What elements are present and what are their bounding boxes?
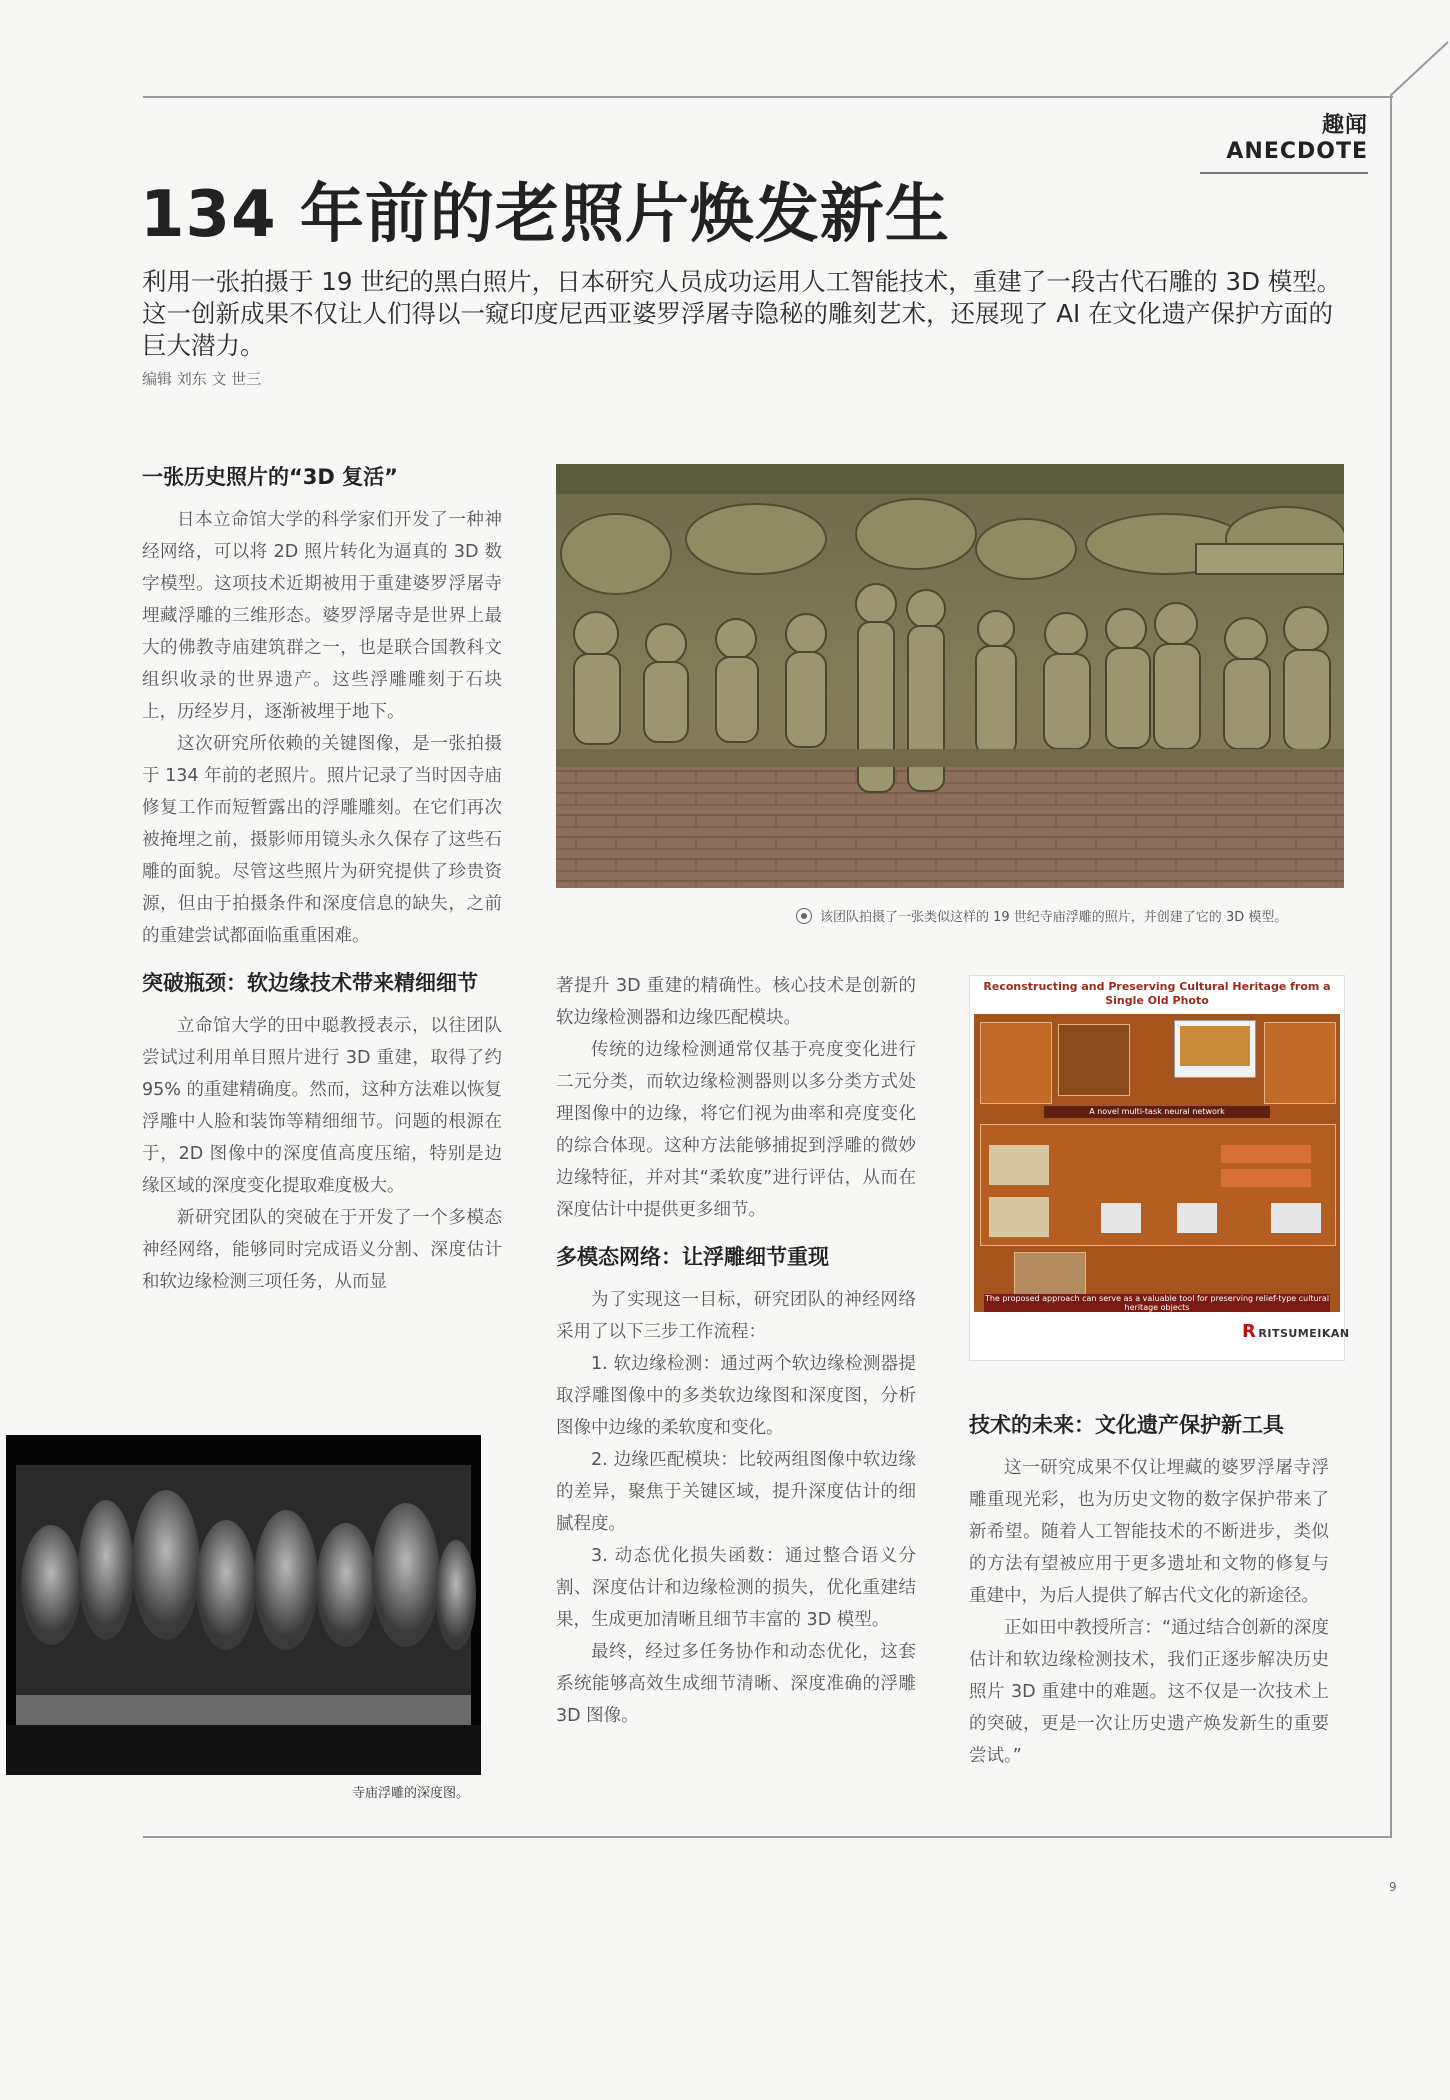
- right-rule: [1390, 96, 1392, 1836]
- workflow-step-3: 3. 动态优化损失函数：通过整合语义分割、深度估计和边缘检测的损失，优化重建结果，生成更加清晰且细节丰富的 3D 模型。: [556, 1546, 916, 1630]
- poster-network-diagram: [980, 1124, 1336, 1246]
- poster-box-left: [980, 1022, 1052, 1104]
- col1-paragraph-4: 新研究团队的突破在于开发了一个多模态神经网络，能够同时完成语义分割、深度估计和软边缘检测三项任务，从而显: [142, 1208, 502, 1292]
- heading-future: 技术的未来：文化遗产保护新工具: [969, 1413, 1284, 1437]
- column-2: [556, 970, 916, 1732]
- col3-paragraph-1: 这一研究成果不仅让埋藏的婆罗浮屠寺浮雕重现光彩，也为历史文物的数字保护带来了新希望。随着人工智能技术的不断进步，类似的方法有望被应用于更多遗址和文物的修复与重建中，为后人提供了解古代文化的新途径。: [969, 1458, 1329, 1606]
- col2-paragraph-2: 传统的边缘检测通常仅基于亮度变化进行二元分类，而软边缘检测器则以多分类方式处理图像中的边缘，将它们视为曲率和亮度变化的综合体现。这种方法能够捕捉到浮雕的微妙边缘特征，并对其“柔软度”进行评估，从而在深度估计中提供更多细节。: [556, 1040, 916, 1220]
- poster-old-photo: [1058, 1024, 1130, 1096]
- bottom-rule: [143, 1836, 1392, 1838]
- heading-3d-revival: 一张历史照片的“3D 复活”: [142, 465, 398, 489]
- col3-paragraph-2: 正如田中教授所言：“通过结合创新的深度估计和软边缘检测技术，我们正逐步解决历史照片 3D 重建中的难题。这不仅是一次技术上的突破，更是一次让历史遗产焕发新生的重要尝试。”: [969, 1618, 1329, 1766]
- temple-relief-photo: [556, 464, 1344, 888]
- depth-map-caption: 寺庙浮雕的深度图。: [352, 1786, 470, 1801]
- top-rule: [143, 96, 1393, 98]
- col2-paragraph-1: 著提升 3D 重建的精确性。核心技术是创新的软边缘检测器和边缘匹配模块。: [556, 976, 916, 1028]
- col2-paragraph-4: 最终，经过多任务协作和动态优化，这套系统能够高效生成细节清晰、深度准确的浮雕 3D 图像。: [556, 1642, 916, 1726]
- poster-monitor: [1174, 1020, 1256, 1078]
- corner-fold-line: [1390, 40, 1450, 98]
- heading-soft-edge: 突破瓶颈：软边缘技术带来精细细节: [142, 971, 478, 995]
- column-3: [969, 1408, 1329, 1772]
- byline: 编辑 刘东 文 世三: [142, 370, 262, 388]
- poster-3d-model: [1014, 1252, 1086, 1300]
- col2-paragraph-3: 为了实现这一目标，研究团队的神经网络采用了以下三步工作流程：: [556, 1290, 916, 1342]
- camera-icon: [796, 908, 812, 924]
- poster-body: [974, 1014, 1340, 1312]
- poster-band-conclusion: The proposed approach can serve as a valuable tool for preserving relief-type cultural heritage objects: [984, 1294, 1330, 1312]
- poster-band-network: A novel multi-task neural network: [1044, 1106, 1270, 1118]
- col1-paragraph-2: 这次研究所依赖的关键图像，是一张拍摄于 134 年前的老照片。照片记录了当时因寺庙修复工作而短暂露出的浮雕雕刻。在它们再次被掩埋之前，摄影师用镜头永久保存了这些石雕的面貌。尽管这些照片为研究提供了珍贵资源，但由于拍摄条件和深度信息的缺失，之前的重建尝试都面临重重困难。: [142, 734, 502, 946]
- page-title: 134 年前的老照片焕发新生: [140, 178, 950, 252]
- page-number: 9: [1389, 1880, 1397, 1894]
- main-photo-caption: [796, 906, 1344, 925]
- poster-title: Reconstructing and Preserving Cultural Heritage from a Single Old Photo: [983, 980, 1331, 1007]
- relief-depth-map: [6, 1435, 481, 1775]
- ritsumeikan-logo: RRITSUMEIKAN: [1242, 1321, 1350, 1342]
- poster-box-right: [1264, 1022, 1336, 1104]
- lead-paragraph: 利用一张拍摄于 19 世纪的黑白照片，日本研究人员成功运用人工智能技术，重建了一段古代石雕的 3D 模型。这一创新成果不仅让人们得以一窥印度尼西亚婆罗浮屠寺隐秘的雕刻艺术，还展现了 AI 在文化遗产保护方面的巨大潜力。: [142, 267, 1342, 360]
- column-1: [142, 460, 502, 1298]
- heading-multimodal: 多模态网络：让浮雕细节重现: [556, 1245, 829, 1269]
- section-tag: 趣闻 ANECDOTE: [1200, 108, 1368, 174]
- col1-paragraph-3: 立命馆大学的田中聪教授表示，以往团队尝试过利用单目照片进行 3D 重建，取得了约 95% 的重建精确度。然而，这种方法难以恢复浮雕中人脸和装饰等精细细节。问题的根源在于，2D 图像中的深度值高度压缩，特别是边缘区域的深度变化提取难度极大。: [142, 1016, 502, 1196]
- main-photo-caption-text: 该团队拍摄了一张类似这样的 19 世纪寺庙浮雕的照片，并创建了它的 3D 模型。: [820, 910, 1288, 925]
- research-poster: [969, 975, 1350, 1361]
- workflow-step-2: 2. 边缘匹配模块：比较两组图像中软边缘的差异，聚焦于关键区域，提升深度估计的细腻程度。: [556, 1450, 916, 1534]
- col1-paragraph-1: 日本立命馆大学的科学家们开发了一种神经网络，可以将 2D 照片转化为逼真的 3D 数字模型。这项技术近期被用于重建婆罗浮屠寺埋藏浮雕的三维形态。婆罗浮屠寺是世界上最大的佛教寺庙建筑群之一，也是联合国教科文组织收录的世界遗产。这些浮雕雕刻于石块上，历经岁月，逐渐被埋于地下。: [142, 510, 502, 722]
- workflow-step-1: 1. 软边缘检测：通过两个软边缘检测器提取浮雕图像中的多类软边缘图和深度图，分析图像中边缘的柔软度和变化。: [556, 1354, 916, 1438]
